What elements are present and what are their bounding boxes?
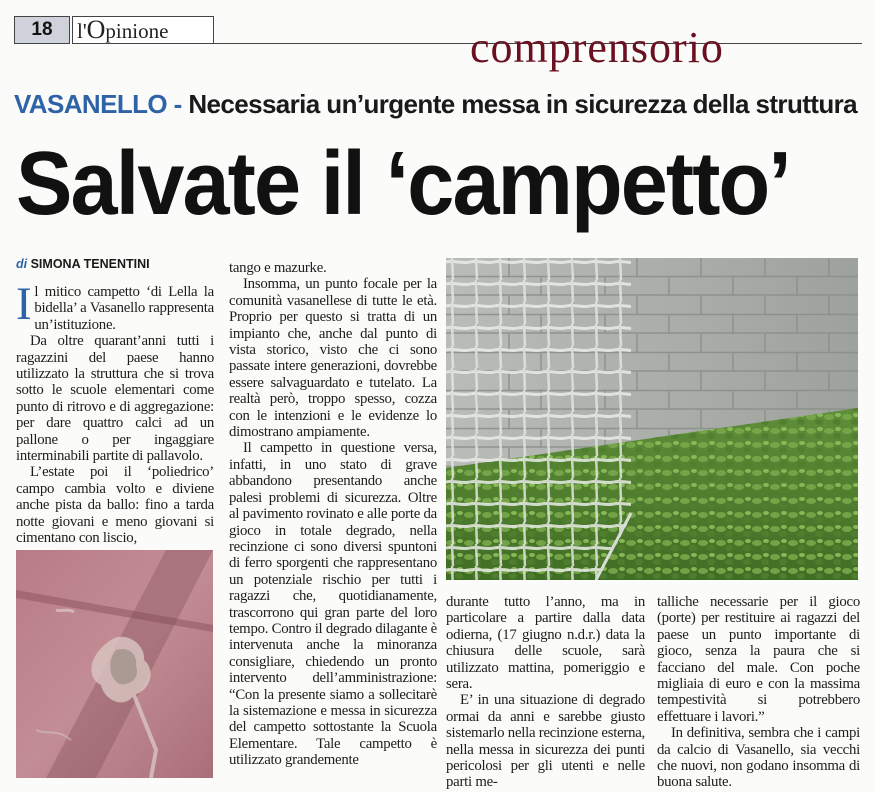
article-paragraph: Il campetto in questione versa, infatti, in uno stato di grave abbandono presentando anche palesi problemi di sicurezza. Oltre al pavimento rovinato e alle porte da gioco in totale degrado, nella recinzione ci sono diversi spuntoni di ferro sporgenti che rappresentano un potenziale rischio per tutti i ragazzi che, quotidianamente, trascorrono qui gran parte del loro tempo. Contro il degrado dilagante è intervenuta anche la minoranza consigliare, chiedendo un pronto intervento dell’amministrazione: “Con la presente siamo a sollecitarè la sistemazione e messa in sicurezza del campetto sottostante la Scuola Elementare. Tale campetto è utilizzato grandemente (229, 440, 437, 769)
photo-fence-wall (446, 258, 858, 580)
newspaper-logo (72, 16, 214, 44)
article-paragraph: Il mitico campetto ‘di Lella la bidella’ a Vasanello rappresenta un’istituzione. (16, 278, 214, 333)
article-column-4 (657, 594, 860, 791)
article-paragraph: Insomma, un punto focale per la comunità vasanellese di tutte le età. Proprio per questo si tratta di un impianto che, anche dal punto di vista storico, visto che ci sono passate intere generazioni, dovrebbe essere salvaguardato e tutelato. La realtà però, troppo spesso, cozza con le intenzioni e le evidenze lo dimostrano ampiamente. (229, 276, 437, 441)
article-column-2 (229, 260, 437, 769)
article-paragraph: L’estate poi il ‘poliedrico’ campo cambia volto e diviene anche pista da ballo: fino a tarda notte giovani e meno giovani si cimentano con liscio, (16, 464, 214, 547)
logo-o: O (86, 16, 106, 44)
article-paragraph: In definitiva, sembra che i campi da calcio di Vasanello, sia vecchi che nuovi, non godano insomma di buona salute. (657, 725, 860, 791)
article-paragraph: durante tutto l’anno, ma in particolare a partire dalla data odierna, (17 giugno n.d.r.) data la chiusura delle scuole, sarà utilizzato mattina, pomeriggio e sera. (446, 594, 645, 693)
kicker-text: Necessaria un’urgente messa in sicurezza della struttura (188, 89, 858, 119)
logo-prefix: l' (77, 19, 87, 43)
article-paragraph: E’ in una situazione di degrado ormai da anni e sarebbe giusto sistemarlo nella recinzione esterna, nella messa in sicurezza dei punti pericolosi per gli utenti e nelle parti me- (446, 692, 645, 791)
byline-di: di (16, 257, 28, 271)
article-paragraph: Da oltre quarant’anni tutti i ragazzini del paese hanno utilizzato la struttura che si trova sotto le scuole elementari come punto di ritrovo e di aggregazione: per dare quattro calci ad un pallone o per ingaggiare interminabili partite di pallavolo. (16, 333, 214, 465)
article-column-1 (16, 278, 214, 547)
kicker (14, 88, 874, 120)
byline (16, 257, 216, 271)
article-paragraph: talliche necessarie per il gioco (porte) per restituire ai ragazzi del paese un punto importante di gioco, senza la paura che si facciano del male. Con poche migliaia di euro e con la massima tempestività si potrebbero effettuare i lavori.” (657, 594, 860, 725)
section-title: comprensorio (470, 23, 724, 72)
article-paragraph: tango e mazurke. (229, 260, 327, 276)
photo-court-surface (16, 550, 213, 778)
byline-author: SIMONA TENENTINI (30, 257, 150, 271)
drop-cap: I (16, 278, 32, 330)
kicker-separator: - (167, 89, 189, 119)
kicker-place: VASANELLO (14, 89, 168, 119)
page-number: 18 (31, 19, 53, 40)
article-column-3 (446, 594, 645, 791)
logo-rest: pinione (105, 19, 169, 43)
headline: Salvate il ‘campetto’ (16, 134, 790, 234)
